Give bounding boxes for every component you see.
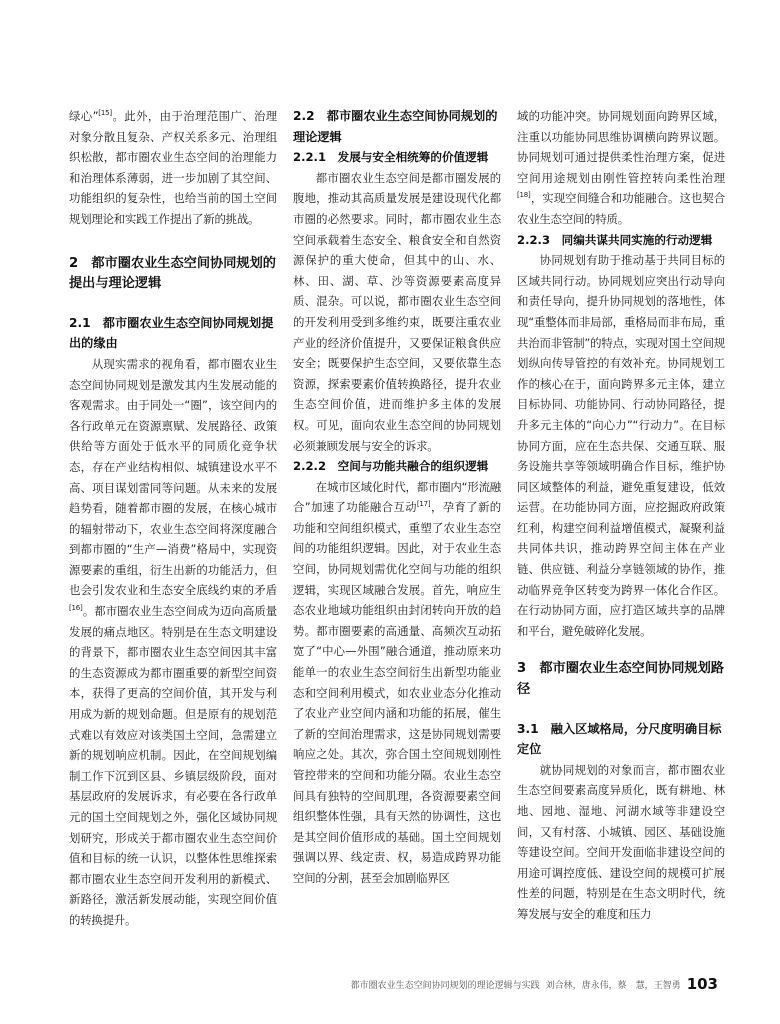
column-right <box>517 106 725 925</box>
subsection-heading-3-1: 3.1 融入区域格局，分尺度明确目标定位 <box>517 721 722 757</box>
subsubsection-heading-2-2-3: 2.2.3 同编共谋共同实施的行动逻辑 <box>517 232 713 247</box>
subsection-heading-2-2: 2.2 都市圈农业生态空间协同规划的理论逻辑 <box>293 109 498 144</box>
footer-authors: 刘合林，唐永伟，蔡 慧，王智勇 <box>545 980 681 991</box>
section-heading-2: 2 都市圈农业生态空间协同规划的提出与理论逻辑 <box>69 255 276 292</box>
paragraph-3-1: 就协同规划的对象而言，都市圈农业生态空间要素高度异质化，既有耕地、林地、园地、湿地、河湖水域等非建设空间，又有村落、小城镇、园区、基础设施等建设空间。空间开发面临非建设空间的用途可调控度低、建设空间的规模可扩展性差的问题，特别是在生态文明时代，统筹发展与安全的难度和压力 <box>517 762 725 921</box>
paragraph-2-2-2-continued: 域的功能冲突。协同规划面向跨界区域，注重以功能协同思维协调横向跨界议题。协同规划可通过提供柔性治理方案，促进空间用途规划由刚性管控转向柔性治理[18]，实现空间缝合和功能融合。这也契合农业生态空间的特质。 <box>517 109 725 226</box>
subsubsection-heading-2-2-2: 2.2.2 空间与功能共融合的组织逻辑 <box>293 459 489 474</box>
column-left <box>69 106 277 931</box>
column-middle <box>293 106 501 889</box>
subsection-heading-2-1: 2.1 都市圈农业生态空间协同规划提出的缘由 <box>69 315 274 351</box>
section-heading-3: 3 都市圈农业生态空间协同规划路径 <box>517 661 724 698</box>
subsubsection-heading-2-2-1: 2.2.1 发展与安全相统筹的价值逻辑 <box>293 150 489 165</box>
page-number: 103 <box>686 975 718 993</box>
paragraph-2-2-3: 协同规划有助于推动基于共同目标的区域共同行动。协同规划应突出行动导向和责任导向，提升协同规划的落地性，体现“重整体而非局部，重格局而非布局，重共治而非管制”的特点，实现对国土空间规划纵向传导管控的有效补充。协同规划工作的核心在于，面向跨界多元主体，建立目标协同、功能协同、行动协同路径，提升多元主体的“向心力”“行动力”。在目标协同方面，应在生态共保、交通互联、服务设施共享等领域明确合作目标，维护协同区域整体的利益，避免重复建设，低效运营。在功能协同方面，应挖掘政府政策红利，构建空间利益增值模式，凝聚利益共同体共识，推动跨界空间主体在产业链、供应链、利益分享链领域的协作，推动临界竞争区转变为跨界一体化合作区。在行动协同方面，应打造区域共享的品牌和平台，避免破碎化发展。 <box>517 253 725 638</box>
paragraph-2-1: 从现实需求的视角看，都市圈农业生态空间协同规划是激发其内生发展动能的客观需求。由于同处一“圈”，该空间内的各行政单元在资源禀赋、发展路径、政策供给等方面处于低水平的同质化竞争状态，存在产业结构相似、城镇建设水平不高、项目谋划雷同等问题。从未来的发展趋势看，随着都市圈的发展，在核心城市的辐射带动下，农业生态空间将深度融合到都市圈的“生产—消费”格局中，实现资源要素的重组，衍生出新的功能活力，但也会引发农业和生态安全底线约束的矛盾[16]。都市圈农业生态空间成为迈向高质量发展的痛点地区。特别是在生态文明建设的背景下，都市圈农业生态空间因其丰富的生态资源成为都市圈重要的新型空间资本，获得了更高的空间价值，其开发与利用成为新的规划命题。但是原有的规划范式难以有效应对该类国土空间，急需建立新的规划响应机制。因此，在空间规划编制工作下沉到区县、乡镇层级阶段，面对基层政府的发展诉求，有必要在各行政单元的国土空间规划之外，强化区域协同规划研究，形成关于都市圈农业生态空间价值和目标的统一认识，以整体性思维探索都市圈农业生态空间开发利用的新模式、新路径，激活新发展动能，实现空间价值的转换提升。 <box>69 356 277 927</box>
citation: [18] <box>517 191 531 200</box>
paragraph-intro-continued: 绿心”[15]。此外，由于治理范围广、治理对象分散且复杂、产权关系多元、治理组织松散，都市圈农业生态空间的治理能力和治理体系薄弱，进一步加剧了其空间、功能组织的复杂性，也给当前的国土空间规划理论和实践工作提出了新的挑战。 <box>69 109 277 226</box>
citation: [15] <box>98 109 112 118</box>
citation: [16] <box>69 604 83 613</box>
paragraph-2-2-2: 在城市区域化时代，都市圈内“形流融合”加速了功能融合互动[17]，孕育了新的功能和空间组织模式，重塑了农业生态空间的功能组织逻辑。因此，对于农业生态空间，协同规划需优化空间与功能的组织逻辑，实现区域融合发展。首先，响应生态农业地域功能组织由封闭转向开放的趋势。都市圈要素的高通量、高频次互动拓宽了“中心—外围”融合通道，推动原来功能单一的农业生态空间衍生出新型功能业态和空间利用模式，如农业业态分化推动了农业产业空间内涵和功能的拓展，催生了新的空间治理需求，这是协同规划需要响应之处。其次，弥合国土空间规划刚性管控带来的空间和功能分隔。农业生态空间具有独特的空间肌理，各资源要素空间组织整体性强，具有天然的协调性，这也是其空间价值形成的基础。国土空间规划强调以界、线定责、权，易造成跨界功能空间的分割，甚至会加剧临界区 <box>293 479 501 885</box>
paragraph-2-2-1: 都市圈农业生态空间是都市圈发展的腹地，推动其高质量发展是建设现代化都市圈的必然要求。同时，都市圈农业生态空间承载着生态安全、粮食安全和自然资源保护的重大使命，但其中的山、水、林、田、湖、草、沙等资源要素高度异质、混杂。可以说，都市圈农业生态空间的开发利用受到多维约束，既要注重农业产业的经济价值提升，又要保证粮食供应安全；既要保护生态空间，又要依靠生态资源，探索要素价值转换路径，提升农业生态空间价值，进而维护多主体的发展权。可见，面向农业生态空间的协同规划必须兼顾发展与安全的诉求。 <box>293 170 501 453</box>
citation: [17] <box>416 500 431 509</box>
footer-article-title: 都市圈农业生态空间协同规划的理论逻辑与实践 <box>350 980 540 991</box>
running-footer <box>351 972 718 996</box>
